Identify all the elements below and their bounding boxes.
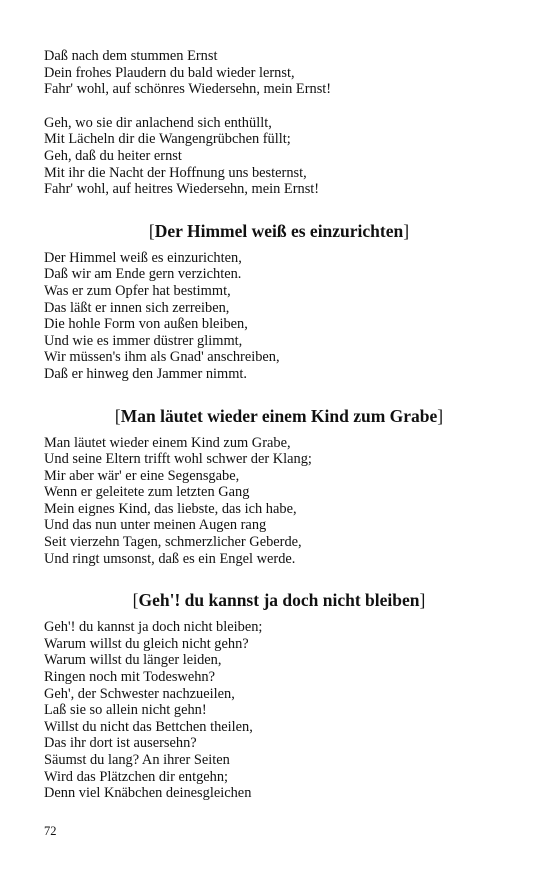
poem-line: Fahr' wohl, auf schönres Wiedersehn, mein Ernst! bbox=[44, 81, 332, 98]
poem-line: Daß nach dem stummen Ernst bbox=[44, 48, 218, 64]
fragment-stanza-2 bbox=[44, 115, 514, 198]
poem-title-text: Man läutet wieder einem Kind zum Grabe bbox=[120, 405, 438, 426]
poem-line: Warum willst du länger leiden, bbox=[44, 652, 222, 669]
poem-line: Geh, wo sie dir anlachend sich enthüllt, bbox=[44, 114, 272, 131]
poem-line: Die hohle Form von außen bleiben, bbox=[44, 316, 248, 333]
title-bracket-open: [ bbox=[114, 405, 121, 426]
poem-line: Geh'! du kannst ja doch nicht bleiben; bbox=[44, 619, 263, 636]
poem-line: Mit ihr die Nacht der Hoffnung uns besternst, bbox=[44, 164, 307, 181]
poem-title bbox=[44, 406, 514, 426]
poem-line: Säumst du lang? An ihrer Seiten bbox=[44, 752, 230, 768]
poem-line: Mit Lächeln dir die Wangengrübchen füllt; bbox=[44, 131, 291, 148]
title-bracket-close: ] bbox=[437, 405, 444, 426]
poem-line: Fahr' wohl, auf heitres Wiedersehn, mein Ernst! bbox=[44, 181, 320, 198]
poem-title bbox=[44, 590, 514, 610]
title-bracket-open: [ bbox=[132, 590, 139, 611]
fragment-stanza-1 bbox=[44, 48, 514, 98]
poem-line: Wenn er geleitete zum letzten Gang bbox=[44, 484, 250, 501]
poem-line: Warum willst du gleich nicht gehn? bbox=[44, 635, 249, 652]
poem-line: Und seine Eltern trifft wohl schwer der Klang; bbox=[44, 451, 312, 468]
title-bracket-open: [ bbox=[148, 220, 155, 241]
poem-line: Dein frohes Plaudern du bald wieder lernst, bbox=[44, 64, 295, 81]
poem-line: Ringen noch mit Todeswehn? bbox=[44, 669, 215, 686]
poem-line: Mir aber wär' er eine Segensgabe, bbox=[44, 467, 240, 484]
poem-line: Der Himmel weiß es einzurichten, bbox=[44, 249, 242, 266]
title-bracket-close: ] bbox=[403, 220, 410, 241]
poem-line: Das ihr dort ist ausersehn? bbox=[44, 735, 197, 752]
title-bracket-close: ] bbox=[419, 590, 426, 611]
poem-line: Und wie es immer düstrer glimmt, bbox=[44, 332, 243, 349]
poem-line: Mein eignes Kind, das liebste, das ich habe, bbox=[44, 500, 297, 517]
poem-line: Wir müssen's ihm als Gnad' anschreiben, bbox=[44, 349, 280, 366]
book-page bbox=[44, 48, 514, 802]
poem-line: Geh, daß du heiter ernst bbox=[44, 147, 182, 164]
poem-line: Denn viel Knäbchen deinesgleichen bbox=[44, 785, 252, 802]
poem-body bbox=[44, 619, 514, 802]
poem-title-text: Geh'! du kannst ja doch nicht bleiben bbox=[138, 590, 420, 611]
poem-line: Daß er hinweg den Jammer nimmt. bbox=[44, 365, 248, 382]
poem-line: Geh', der Schwester nachzueilen, bbox=[44, 685, 235, 702]
poem-line: Das läßt er innen sich zerreiben, bbox=[44, 299, 230, 316]
poem-title bbox=[44, 221, 514, 241]
poem-title-text: Der Himmel weiß es einzurichten bbox=[154, 220, 404, 241]
poem-body bbox=[44, 250, 514, 383]
poem-line: Und das nun unter meinen Augen rang bbox=[44, 517, 267, 534]
poem-body bbox=[44, 435, 514, 568]
poem-line: Seit vierzehn Tagen, schmerzlicher Geberde, bbox=[44, 534, 302, 551]
poem-line: Wird das Plätzchen dir entgehn; bbox=[44, 768, 229, 785]
poem-line: Laß sie so allein nicht gehn! bbox=[44, 702, 207, 719]
poem-line: Man läutet wieder einem Kind zum Grabe, bbox=[44, 434, 291, 451]
poem-line: Daß wir am Ende gern verzichten. bbox=[44, 266, 242, 283]
poem-line: Willst du nicht das Bettchen theilen, bbox=[44, 718, 253, 735]
poem-line: Und ringt umsonst, daß es ein Engel werde. bbox=[44, 550, 296, 567]
page-number: 72 bbox=[44, 824, 57, 838]
poem-line: Was er zum Opfer hat bestimmt, bbox=[44, 282, 231, 299]
